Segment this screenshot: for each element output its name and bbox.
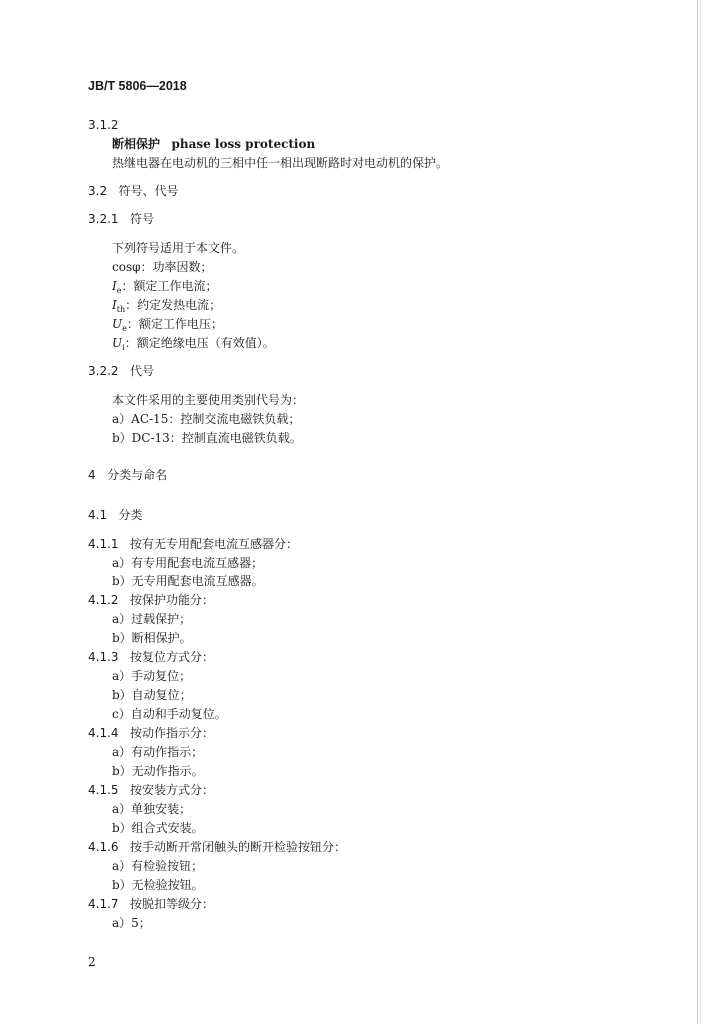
section-number: 4.1.2	[88, 593, 119, 607]
symbol-item	[112, 298, 221, 317]
paragraph: 下列符号适用于本文件。	[112, 241, 245, 255]
symbol-subscript: e	[122, 324, 127, 333]
section-number: 3.2	[88, 184, 108, 198]
section-title: 符号	[130, 212, 155, 226]
section-title: 分类	[118, 508, 143, 522]
section-number: 4.1	[88, 508, 108, 522]
term-definition: 热继电器在电动机的三相中任一相出现断路时对电动机的保护。	[112, 156, 449, 170]
list-item: a）过载保护；	[112, 612, 192, 626]
section-number: 3.1.2	[88, 118, 119, 132]
clause-title: 按有无专用配套电流互感器分：	[130, 537, 299, 551]
section-heading	[88, 508, 143, 522]
list-item: a）有检验按钮；	[112, 859, 204, 873]
clause-heading	[88, 537, 298, 551]
section-number: 3.2.2	[88, 364, 119, 378]
list-item: b）无专用配套电流互感器。	[112, 574, 264, 588]
symbol-desc: ：额定工作电压；	[126, 317, 223, 331]
scan-edge-line	[697, 0, 698, 1024]
section-number: 3.2.1	[88, 212, 119, 226]
section-number: 4.1.3	[88, 650, 119, 664]
symbol: I	[112, 298, 117, 312]
clause-title: 按安装方式分：	[130, 783, 215, 797]
section-heading	[88, 184, 179, 198]
clause-heading	[88, 840, 346, 854]
symbol: I	[112, 279, 117, 293]
section-heading	[88, 364, 154, 378]
symbol-item	[112, 260, 213, 274]
symbol-desc: ：额定工作电流；	[121, 279, 218, 293]
section-number: 4.1.1	[88, 537, 119, 551]
term-en: phase loss protection	[171, 137, 316, 151]
symbol: cosφ	[112, 260, 141, 274]
symbol: U	[112, 317, 123, 331]
clause-title: 按复位方式分：	[130, 650, 215, 664]
symbol-subscript: i	[122, 343, 125, 352]
list-item: b）无检验按钮。	[112, 878, 204, 892]
symbol-desc: ：约定发热电流；	[125, 298, 222, 312]
section-number: 4.1.6	[88, 840, 119, 854]
section-number: 4.1.4	[88, 726, 119, 740]
section-heading	[88, 212, 154, 226]
clause-title: 按脱扣等级分：	[130, 897, 215, 911]
symbol: U	[112, 336, 123, 350]
clause-heading	[88, 593, 214, 607]
symbol-subscript: e	[116, 286, 122, 295]
list-item: a）单独安装；	[112, 802, 192, 816]
paragraph: 本文件采用的主要使用类别代号为：	[112, 393, 305, 407]
list-item: c）自动和手动复位。	[112, 707, 227, 721]
list-item: b）DC-13：控制直流电磁铁负载。	[112, 431, 302, 445]
list-item: a）手动复位；	[112, 669, 192, 683]
clause-title: 按手动断开常闭触头的断开检验按钮分：	[130, 840, 347, 854]
section-title: 符号、代号	[118, 184, 179, 198]
section-number: 4	[88, 468, 96, 482]
clause-heading	[88, 650, 214, 664]
symbol-desc: ：功率因数；	[140, 260, 213, 274]
clause-heading	[88, 726, 214, 740]
list-item: a）AC-15：控制交流电磁铁负载；	[112, 412, 301, 426]
symbol-item	[112, 279, 218, 298]
symbol-item	[112, 317, 223, 336]
list-item: b）自动复位；	[112, 688, 192, 702]
chapter-heading	[88, 468, 167, 482]
list-item: a）有动作指示；	[112, 745, 204, 759]
term-cn: 断相保护	[112, 137, 161, 151]
page-number: 2	[88, 955, 96, 969]
section-number: 4.1.7	[88, 897, 119, 911]
symbol-subscript: th	[116, 305, 126, 314]
clause-title: 按动作指示分：	[130, 726, 215, 740]
clause-title: 按保护功能分：	[130, 593, 215, 607]
document-code: JB/T 5806—2018	[88, 79, 187, 93]
symbol-item	[112, 336, 275, 355]
list-item: a）5；	[112, 916, 151, 930]
section-number: 4.1.5	[88, 783, 119, 797]
list-item: b）无动作指示。	[112, 764, 204, 778]
list-item: b）组合式安装。	[112, 821, 204, 835]
symbol-desc: ：额定绝缘电压（有效值）。	[124, 336, 275, 350]
clause-heading	[88, 897, 214, 911]
term-heading	[112, 137, 315, 151]
list-item: b）断相保护。	[112, 631, 192, 645]
scan-edge-line	[700, 0, 701, 1024]
section-title: 代号	[130, 364, 155, 378]
clause-heading	[88, 783, 214, 797]
list-item: a）有专用配套电流互感器；	[112, 556, 264, 570]
section-title: 分类与命名	[107, 468, 168, 482]
